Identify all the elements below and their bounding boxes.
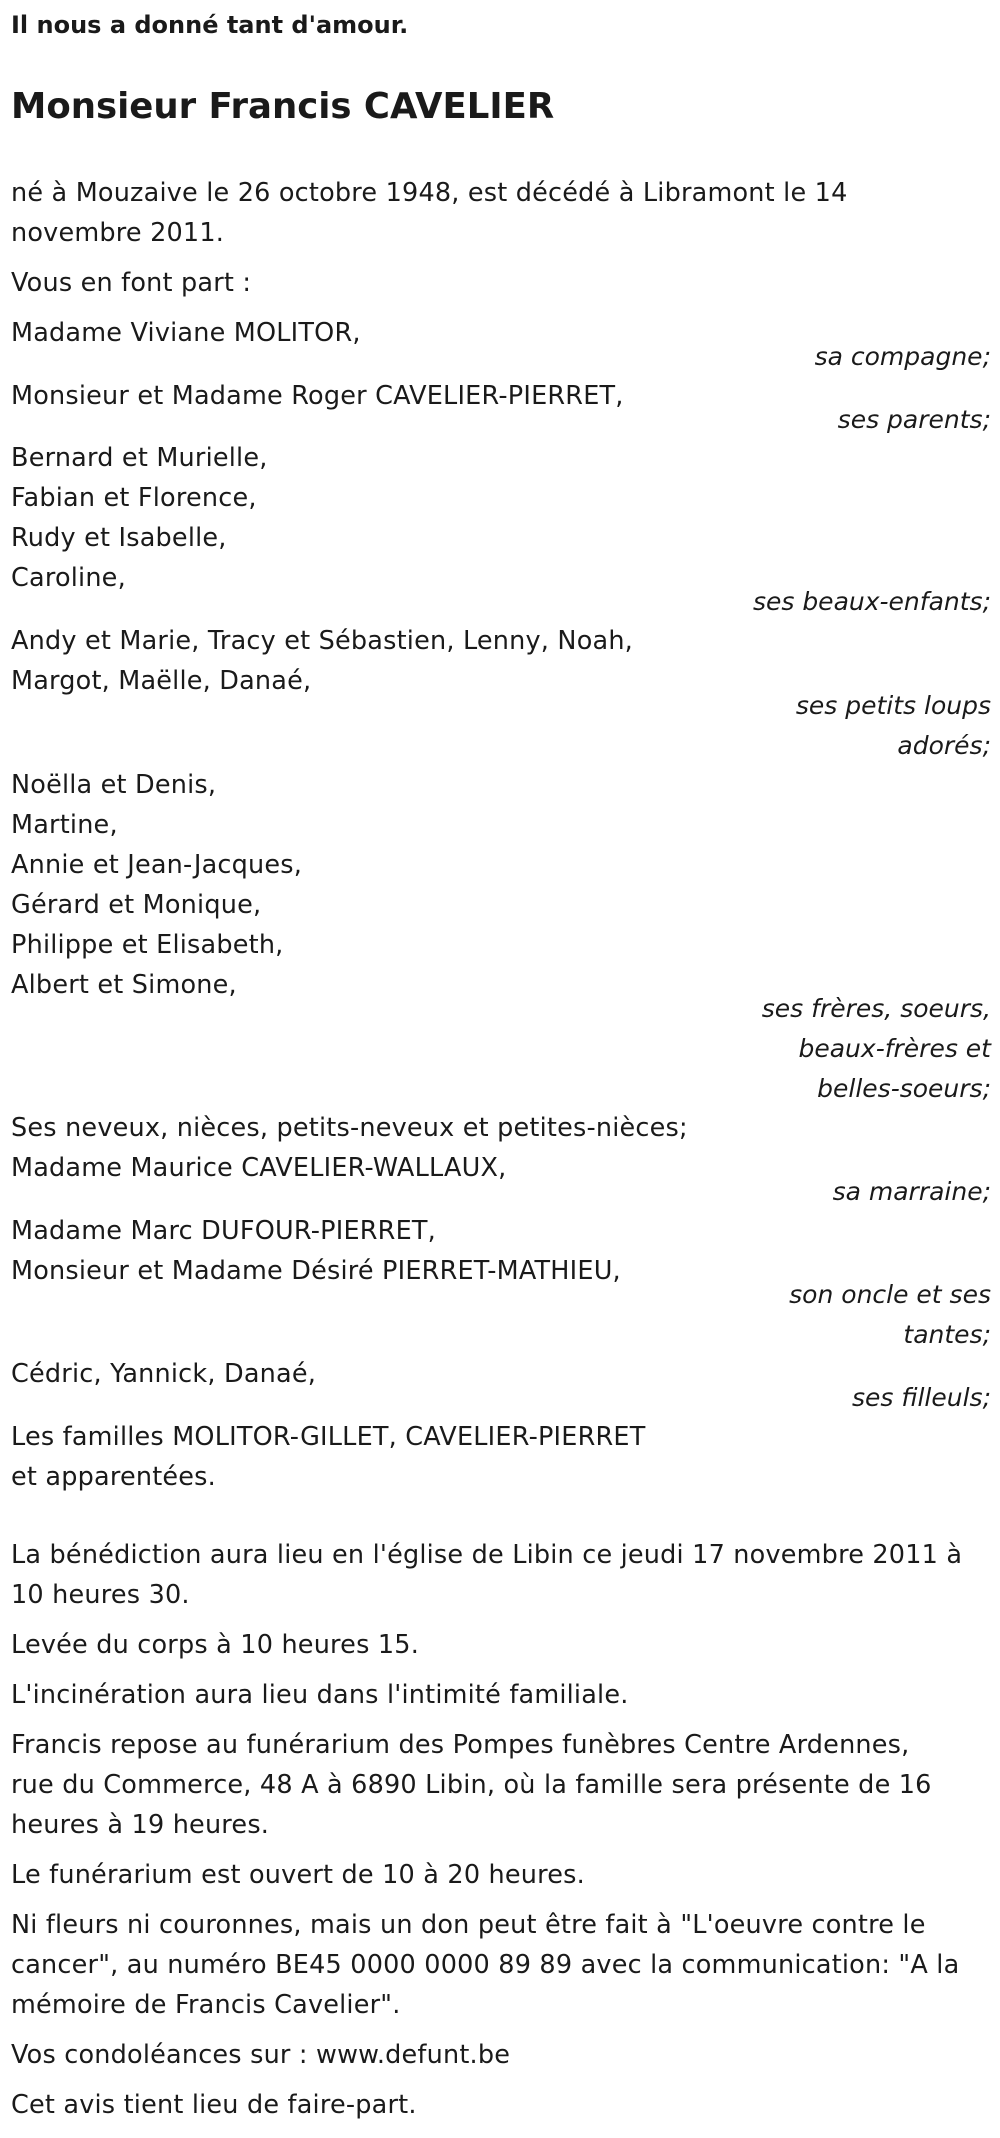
stepchild-name: Bernard et Murielle, [11, 443, 268, 473]
flowers-text: Ni fleurs ni couronnes, mais un don peut être fait à "L'oeuvre contre le [11, 1910, 926, 1940]
funerarium-text: Francis repose au funérarium des Pompes funèbres Centre Ardennes, [11, 1730, 910, 1760]
cremation-text: L'incinération aura lieu dans l'intimité familiale. [11, 1680, 629, 1710]
sibling-name: Gérard et Monique, [11, 890, 262, 920]
funerarium-text: heures à 19 heures. [11, 1810, 270, 1840]
godchildren-names: Cédric, Yannick, Danaé, [11, 1359, 317, 1389]
stepchild-name: Fabian et Florence, [11, 483, 257, 513]
blessing-text: 10 heures 30. [11, 1580, 190, 1610]
parents-name: Monsieur et Madame Roger CAVELIER-PIERRET, [11, 381, 624, 411]
blessing-text: La bénédiction aura lieu en l'église de Libin ce jeudi 17 novembre 2011 à [11, 1540, 963, 1570]
families-text: Les familles MOLITOR-GILLET, CAVELIER-PIERRET [11, 1422, 646, 1452]
uncle-aunt-name: Monsieur et Madame Désiré PIERRET-MATHIEU, [11, 1256, 621, 1286]
sibling-name: Martine, [11, 810, 118, 840]
flowers-text: mémoire de Francis Cavelier". [11, 1990, 401, 2020]
intro-line: né à Mouzaive le 26 octobre 1948, est décédé à Libramont le 14 [11, 178, 848, 208]
stepchild-name: Caroline, [11, 563, 126, 593]
condolences-text: Vos condoléances sur : www.defunt.be [11, 2040, 511, 2070]
announce-text: Vous en font part : [11, 268, 252, 298]
role-siblings: beaux-frères et [798, 1034, 991, 1063]
notice-text: Cet avis tient lieu de faire-part. [11, 2090, 417, 2120]
role-parents: ses parents; [837, 405, 991, 434]
levee-text: Levée du corps à 10 heures 15. [11, 1630, 420, 1660]
role-grandchildren: ses petits loups [795, 691, 991, 720]
nephews-text: Ses neveux, nièces, petits-neveux et petites-nièces; [11, 1113, 688, 1143]
uncle-aunt-name: Madame Marc DUFOUR-PIERRET, [11, 1216, 436, 1246]
role-godmother: sa marraine; [832, 1177, 991, 1206]
grandchildren-names: Margot, Maëlle, Danaé, [11, 666, 312, 696]
role-companion: sa compagne; [814, 342, 991, 371]
role-grandchildren: adorés; [897, 731, 991, 760]
sibling-name: Noëlla et Denis, [11, 770, 217, 800]
hours-text: Le funérarium est ouvert de 10 à 20 heures. [11, 1860, 585, 1890]
flowers-text: cancer", au numéro BE45 0000 0000 89 89 avec la communication: "A la [11, 1950, 960, 1980]
sibling-name: Annie et Jean-Jacques, [11, 850, 303, 880]
role-uncle-aunts: tantes; [903, 1320, 991, 1349]
stepchild-name: Rudy et Isabelle, [11, 523, 227, 553]
headline: Il nous a donné tant d'amour. [11, 11, 409, 39]
intro-line: novembre 2011. [11, 218, 225, 248]
deceased-name-title: Monsieur Francis CAVELIER [11, 86, 555, 127]
sibling-name: Albert et Simone, [11, 970, 237, 1000]
role-stepchildren: ses beaux-enfants; [752, 587, 991, 616]
godmother-name: Madame Maurice CAVELIER-WALLAUX, [11, 1153, 507, 1183]
role-uncle-aunts: son oncle et ses [789, 1280, 991, 1309]
role-siblings: belles-soeurs; [817, 1074, 991, 1103]
families-text: et apparentées. [11, 1462, 216, 1492]
role-siblings: ses frères, soeurs, [761, 994, 991, 1023]
sibling-name: Philippe et Elisabeth, [11, 930, 284, 960]
grandchildren-names: Andy et Marie, Tracy et Sébastien, Lenny, Noah, [11, 626, 633, 656]
companion-name: Madame Viviane MOLITOR, [11, 318, 361, 348]
role-godchildren: ses filleuls; [851, 1383, 991, 1412]
funerarium-text: rue du Commerce, 48 A à 6890 Libin, où la famille sera présente de 16 [11, 1770, 932, 1800]
